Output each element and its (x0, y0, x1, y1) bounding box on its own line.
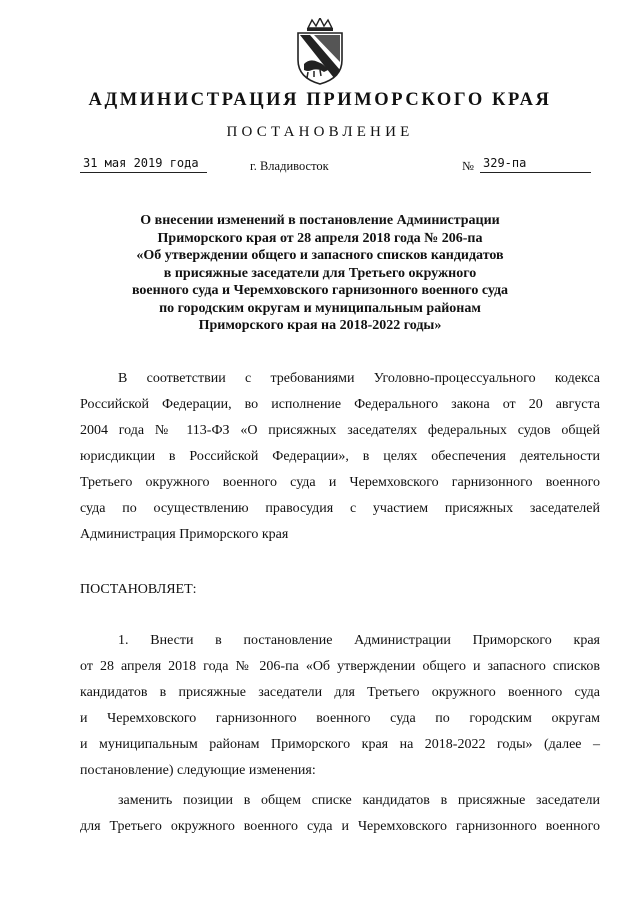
text-line: и Черемховского гарнизонного военного суда по городским округам (80, 711, 600, 726)
text-line: В соответствии с требованиями Уголовно-процессуального кодекса (118, 371, 600, 386)
document-date: 31 мая 2019 года (80, 156, 207, 173)
text-line: постановление) следующие изменения: (80, 763, 316, 778)
title-line: Приморского края на 2018-2022 годы» (198, 318, 442, 333)
text-line: Администрация Приморского края (80, 527, 289, 542)
title-line: в присяжные заседатели для Третьего окружного (163, 265, 477, 281)
primorsky-krai-coat-of-arms-icon (290, 18, 350, 86)
item-1-sub-paragraph (80, 788, 600, 840)
number-sign: № (462, 159, 474, 173)
text-line: от 28 апреля 2018 года № 206-па «Об утверждении общего и запасного списков (80, 659, 600, 674)
text-line: юрисдикции в Российской Федерации», в целях обеспечения деятельности (80, 449, 600, 464)
text-line: суда по осуществлению правосудия с участием присяжных заседателей (80, 501, 600, 516)
document-city: г. Владивосток (250, 159, 329, 173)
title-line: О внесении изменений в постановление Администрации (140, 213, 500, 228)
text-line: заменить позиции в общем списке кандидатов в присяжные заседатели (118, 793, 600, 808)
document-number: 329-па (480, 156, 591, 173)
title-line: по городским округам и муниципальным районам (159, 300, 481, 316)
preamble-paragraph (80, 366, 600, 548)
agency-name: АДМИНИСТРАЦИЯ ПРИМОРСКОГО КРАЯ (88, 90, 552, 110)
document-title (95, 212, 545, 335)
text-line: 2004 года № 113-ФЗ «О присяжных заседателях федеральных судов общей (80, 423, 600, 438)
title-line: Приморского края от 28 апреля 2018 года № 206-па (157, 230, 483, 246)
text-line: для Третьего окружного военного суда и Черемховского гарнизонного военного (80, 819, 600, 834)
document-type: ПОСТАНОВЛЕНИЕ (226, 124, 414, 140)
resolves-heading: ПОСТАНОВЛЯЕТ: (80, 582, 197, 597)
text-line: кандидатов в присяжные заседатели для Третьего окружного военного суда (80, 685, 600, 700)
title-line: «Об утверждении общего и запасного списков кандидатов (136, 248, 504, 263)
text-line: 1. Внести в постановление Администрации Приморского края (118, 633, 600, 648)
text-line: и муниципальным районам Приморского края на 2018-2022 годы» (далее – (80, 737, 600, 752)
item-1-paragraph (80, 628, 600, 784)
text-line: Российской Федерации, во исполнение Федерального закона от 20 августа (80, 397, 600, 412)
title-line: военного суда и Черемховского гарнизонного военного суда (131, 283, 509, 298)
text-line: Третьего окружного военного суда и Черемховского гарнизонного военного (80, 475, 600, 490)
